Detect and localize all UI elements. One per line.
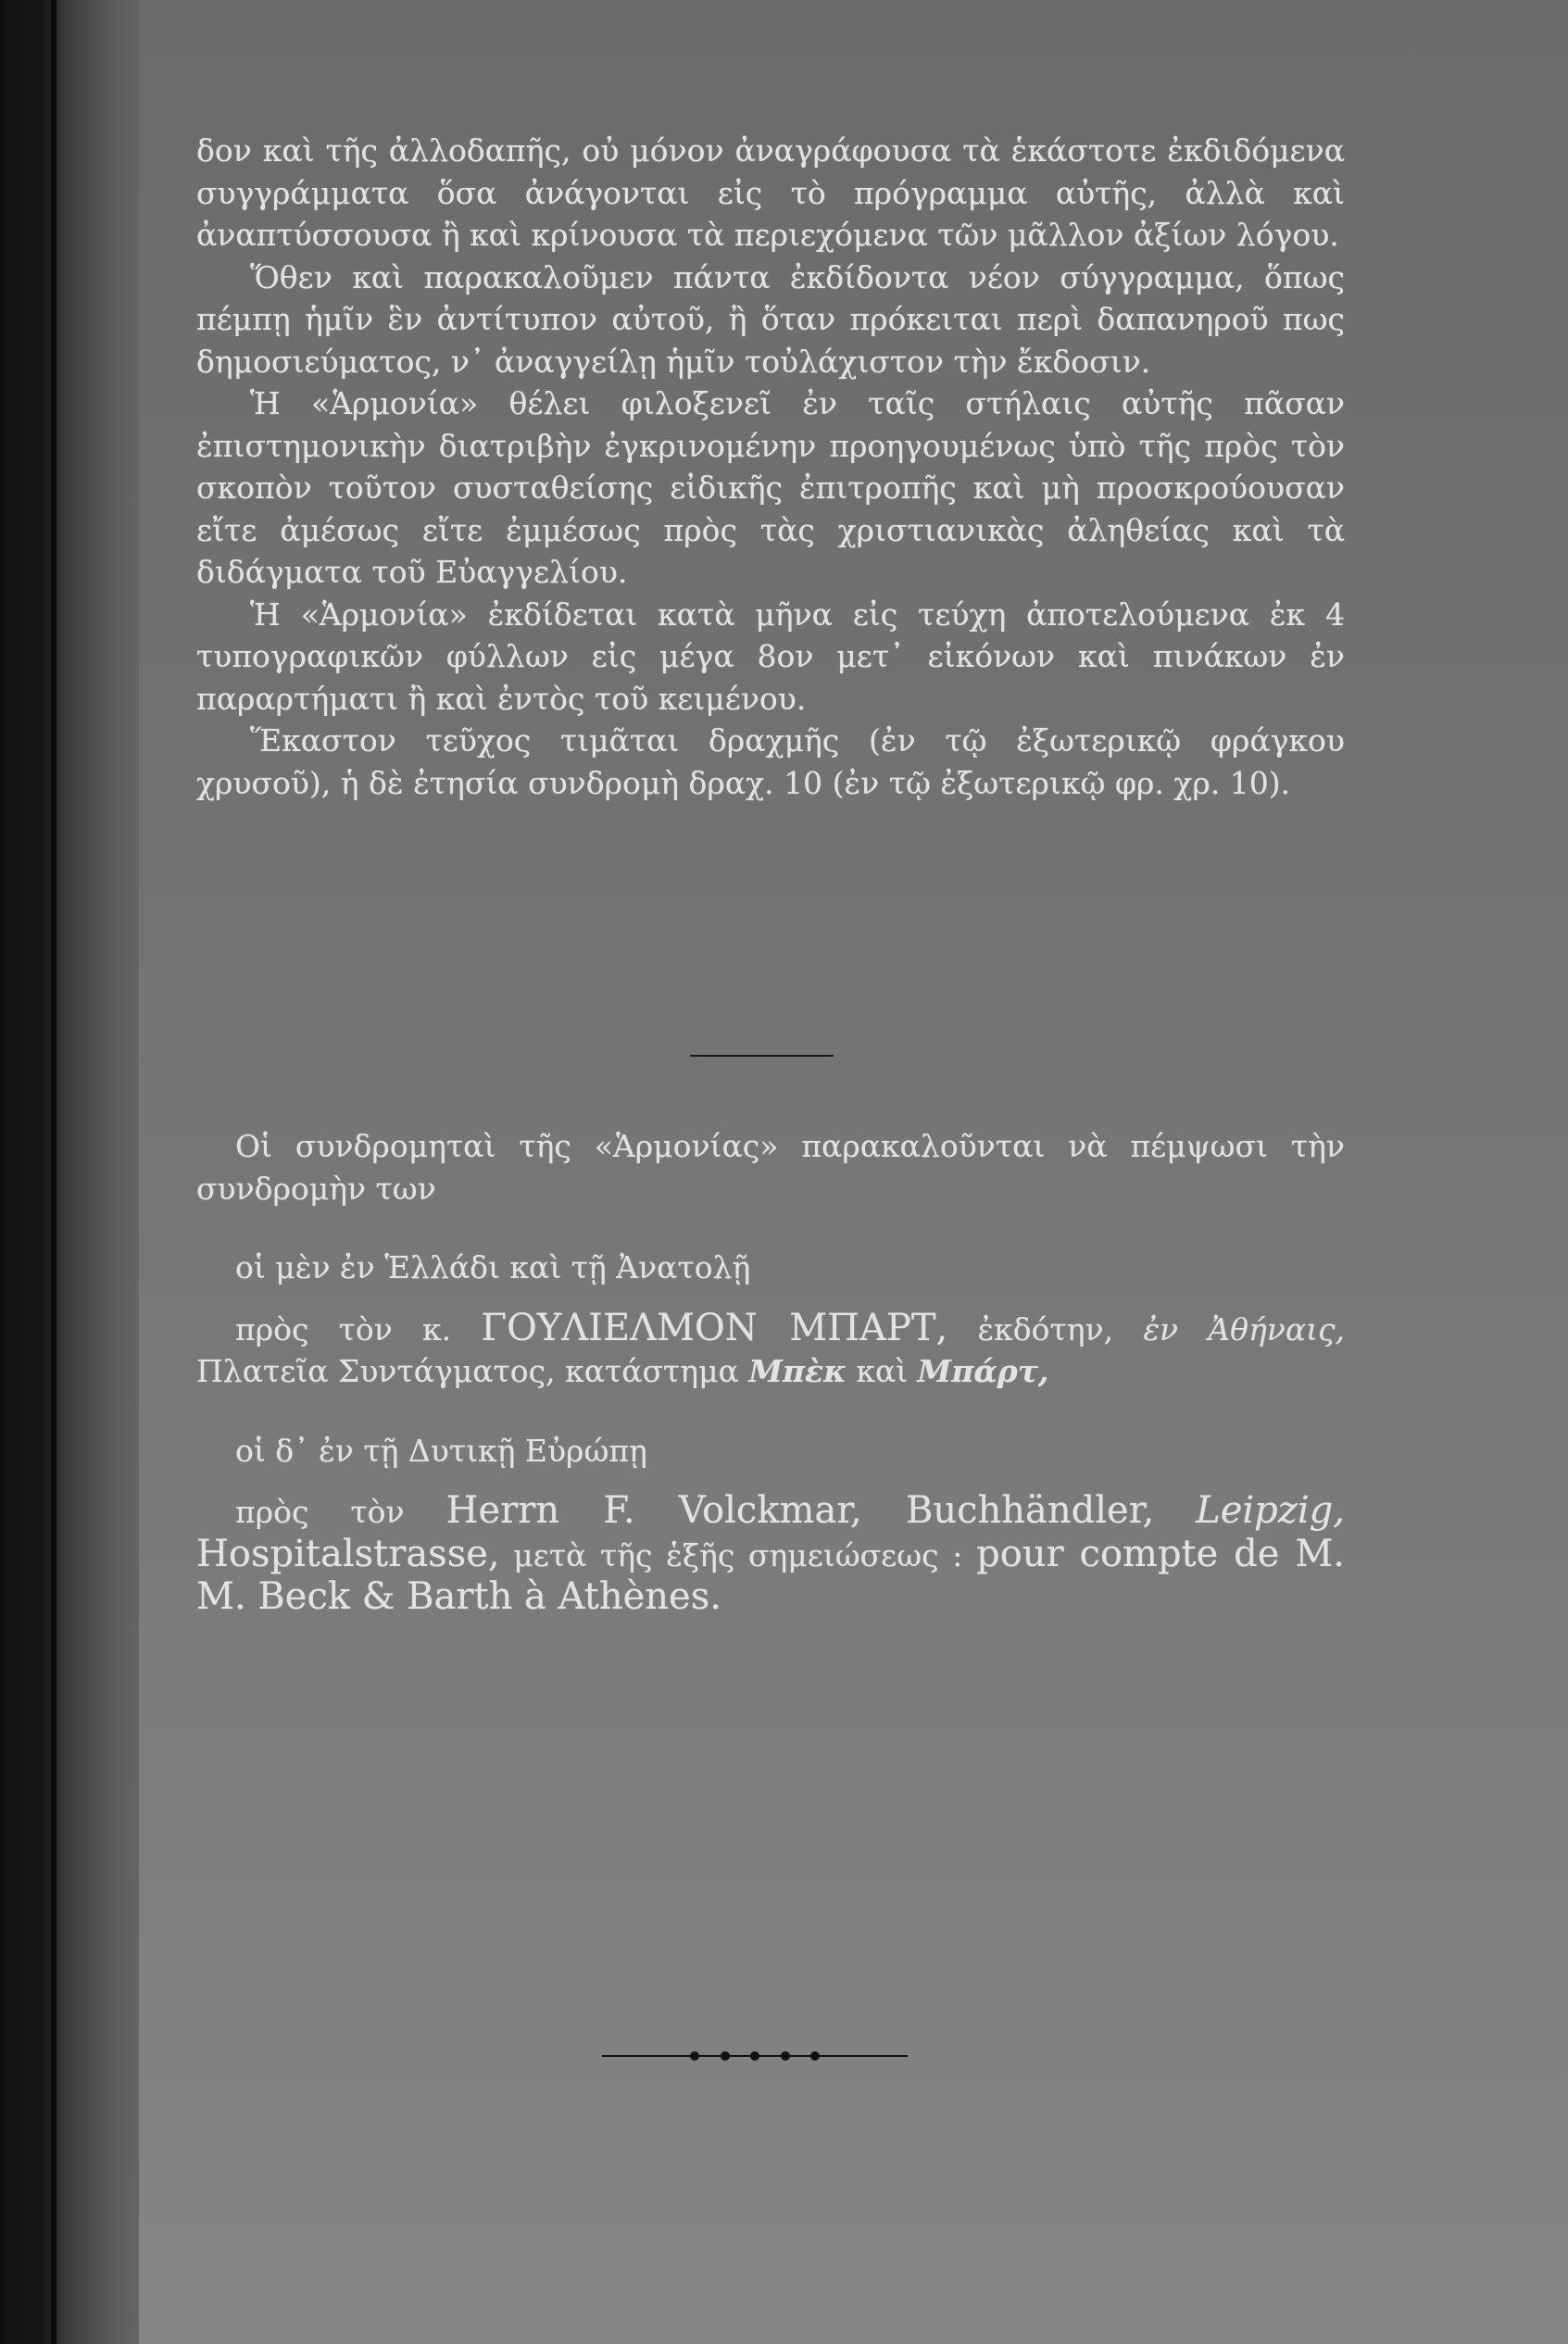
greece-heading: οἱ μὲν ἐν Ἑλλάδι καὶ τῇ Ἀνατολῇ: [235, 1249, 751, 1285]
greece-city: ἐν Ἀθήναις,: [1143, 1310, 1346, 1347]
europe-account: pour compte de M. M. Beck & Barth à Athènes.: [196, 1532, 1345, 1618]
closing-ornament: [602, 2047, 908, 2065]
greece-street: Πλατεῖα Συντάγματος, κατάστημα: [196, 1353, 739, 1389]
europe-note: μετὰ τῆς ἑξῆς σημειώσεως :: [513, 1536, 963, 1573]
europe-street: Hospitalstrasse,: [196, 1532, 500, 1575]
greece-name: ΓΟΥΛΙΕΛΜΟΝ ΜΠΑΡΤ,: [481, 1306, 948, 1349]
greece-prefix: πρὸς τὸν κ.: [235, 1310, 452, 1347]
main-text: [196, 130, 1345, 804]
subscription-notice: [196, 1125, 1345, 1620]
paragraph-submissions: Ὅθεν καὶ παρακαλοῦμεν πάντα ἐκδίδοντα νέον σύγγραμμα, ὅπως πέμπῃ ἡμῖν ἓν ἀντίτυπον αὐτοῦ, ἢ ὅταν πρόκειται περὶ δαπανηροῦ πως δημοσιεύματος, ν᾿ ἀναγγείλῃ ἡμῖν τοὐλάχιστον τὴν ἔκδοσιν.: [196, 258, 1345, 380]
greece-shop-1: Μπὲκ: [748, 1353, 847, 1389]
greece-shop-2: Μπάρτ,: [917, 1353, 1049, 1389]
paragraph-pricing: Ἕκαστον τεῦχος τιμᾶται δραχμῆς (ἐν τῷ ἐξωτερικῷ φράγκου χρυσοῦ), ἡ δὲ ἐτησία συνδρομὴ δραχ. 10 (ἐν τῷ ἐξωτερικῷ φρ. χρ. 10).: [196, 722, 1345, 801]
paragraph-reviews: δον καὶ τῆς ἀλλοδαπῆς, οὐ μόνον ἀναγράφουσα τὰ ἑκάστοτε ἐκδιδόμενα συγγράμματα ὅσα ἀνάγονται εἰς τὸ πρόγραμμα αὐτῆς, ἀλλὰ καὶ ἀναπτύσσουσα ἢ καὶ κρίνουσα τὰ περιεχόμενα τῶν μᾶλλον ἀξίων λόγου.: [196, 132, 1345, 253]
paragraph-publication: Ἡ «Ἁρμονία» ἐκδίδεται κατὰ μῆνα εἰς τεύχη ἀποτελούμενα ἐκ 4 τυπογραφικῶν φύλλων εἰς μέγα 8ον μετ᾿ εἰκόνων καὶ πινάκων ἐν παραρτήματι ἢ καὶ ἐντὸς τοῦ κειμένου.: [196, 595, 1345, 717]
europe-prefix: πρὸς τὸν: [235, 1494, 405, 1530]
paragraph-editorial-policy: Ἡ «Ἁρμονία» θέλει φιλοξενεῖ ἐν ταῖς στήλαις αὐτῆς πᾶσαν ἐπιστημονικὴν διατριβὴν ἐγκρινομένην προηγουμένως ὑπὸ τῆς πρὸς τὸν σκοπὸν τοῦτον συσταθείσης εἰδικῆς ἐπιτροπῆς καὶ μὴ προσκρούουσαν εἴτε ἀμέσως εἴτε ἐμμέσως πρὸς τὰς χριστιανικὰς ἀληθείας καὶ τὰ διδάγματα τοῦ Εὐαγγελίου.: [196, 385, 1345, 590]
europe-name: Herrn F. Volckmar, Buchhändler,: [445, 1489, 1155, 1532]
greece-address: [196, 1308, 1345, 1393]
greece-and: καὶ: [856, 1353, 909, 1389]
book-binding-shadow: [0, 0, 139, 2344]
notice-intro: Οἱ συνδρομηταὶ τῆς «Ἁρμονίας» παρακαλοῦνται νὰ πέμψωσι τὴν συνδρομὴν των: [196, 1128, 1345, 1207]
europe-address: [196, 1490, 1345, 1620]
section-divider: [690, 1055, 834, 1057]
book-spine-edge: [51, 0, 56, 2344]
europe-heading: οἱ δ᾿ ἐν τῇ Δυτικῇ Εὐρώπῃ: [235, 1432, 647, 1469]
greece-role: ἐκδότην,: [977, 1310, 1114, 1347]
europe-city: Leipzig,: [1196, 1489, 1345, 1532]
